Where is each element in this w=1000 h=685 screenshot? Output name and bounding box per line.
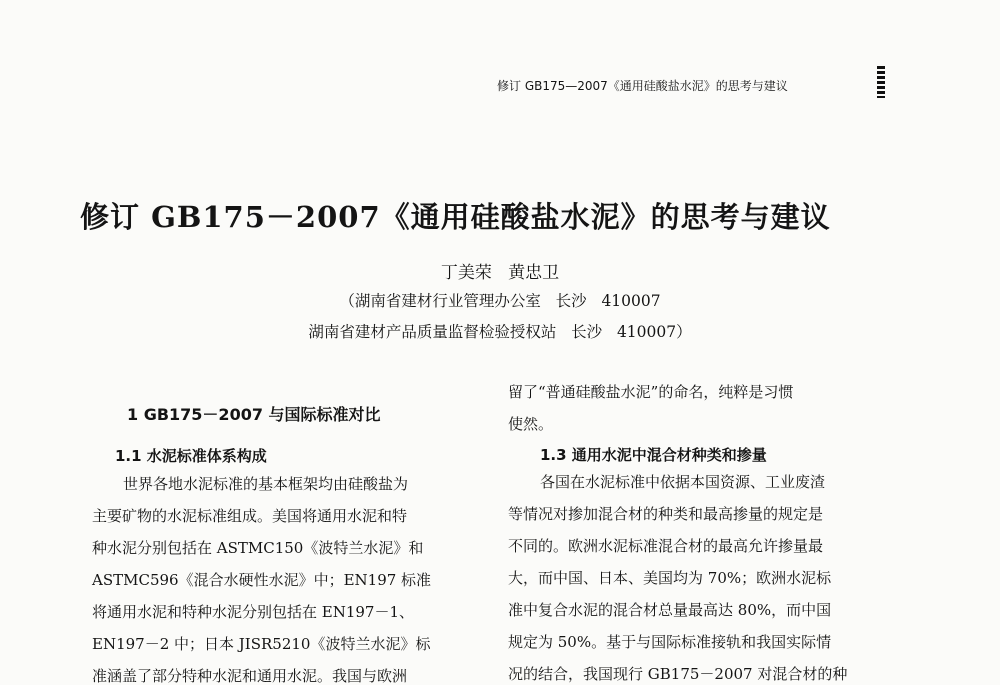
body-line: 种水泥分别包括在 ASTMC150《波特兰水泥》和 [92,539,424,557]
body-line: 等情况对掺加混合材的种类和最高掺量的规定是 [508,505,824,523]
section-heading-1: 1 GB175－2007 与国际标准对比 [127,405,381,424]
affiliation-2: 湖南省建材产品质量监督检验授权站 长沙 410007） [308,323,692,341]
body-line: 准涵盖了部分特种水泥和通用水泥。我国与欧洲 [92,667,408,685]
running-header: 修订 GB175—2007《通用硅酸盐水泥》的思考与建议 [497,79,788,93]
body-line: 各国在水泥标准中依据本国资源、工业废渣 [540,473,826,491]
body-line: 将通用水泥和特种水泥分别包括在 EN197－1、 [92,603,415,621]
body-line: ASTMC596《混合水硬性水泥》中；EN197 标准 [92,571,432,589]
affiliation-1: （湖南省建材行业管理办公室 长沙 410007 [339,292,661,310]
page-edge-marker [877,66,885,98]
body-line: EN197－2 中；日本 JISR5210《波特兰水泥》标 [92,635,431,653]
body-line: 大，而中国、日本、美国均为 70%；欧洲水泥标 [508,569,832,587]
article-title: 修订 GB175－2007《通用硅酸盐水泥》的思考与建议 [80,200,831,234]
body-line: 主要矿物的水泥标准组成。美国将通用水泥和特 [92,507,408,525]
body-line: 使然。 [508,415,554,433]
body-line: 规定为 50%。基于与国际标准接轨和我国实际情 [508,633,832,651]
subsection-heading-1-3: 1.3 通用水泥中混合材种类和掺量 [540,446,767,464]
body-line: 留了“普通硅酸盐水泥”的命名，纯粹是习惯 [508,383,794,401]
body-line: 不同的。欧洲水泥标准混合材的最高允许掺量最 [508,537,824,555]
body-line: 准中复合水泥的混合材总量最高达 80%，而中国 [508,601,832,619]
subsection-heading-1-1: 1.1 水泥标准体系构成 [115,447,267,465]
body-line: 世界各地水泥标准的基本框架均由硅酸盐为 [123,475,409,493]
body-line: 况的结合，我国现行 GB175－2007 对混合材的种 [508,665,848,683]
authors: 丁美荣 黄忠卫 [440,263,560,283]
